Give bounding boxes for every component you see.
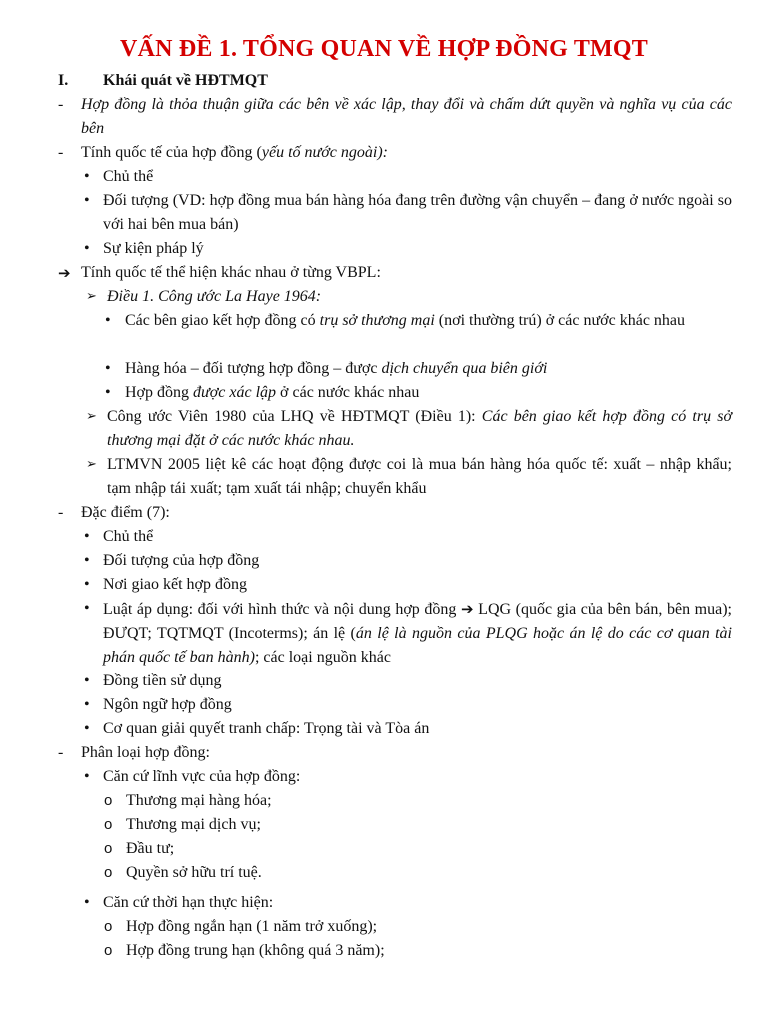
list-item: [0, 189, 768, 237]
text-run: Căn cứ thời hạn thực hiện:: [103, 894, 274, 911]
triangle-bullet-icon: ➢: [86, 409, 97, 424]
bullet-marker: •: [84, 240, 90, 257]
text-run: Quyền sở hữu trí tuệ.: [126, 864, 262, 881]
list-item-text: [126, 837, 174, 861]
list-item-text: [81, 261, 381, 285]
list-item-characteristics: [0, 501, 768, 525]
text-run: Phân loại hợp đồng:: [81, 744, 210, 761]
italic-text: án lệ là nguồn của PLQG hoặc án lệ do các cơ quan tài phán quốc tế ban hành): [103, 625, 732, 666]
list-item: [0, 237, 768, 261]
bullet-marker: •: [84, 528, 90, 545]
text-run: Đồng tiền sử dụng: [103, 672, 222, 689]
list-item-text: [107, 453, 732, 501]
italic-text: Điều 1. Công ước La Haye 1964:: [107, 288, 322, 305]
circle-bullet-icon: o: [104, 840, 113, 857]
text-run: Hàng hóa – đối tượng hợp đồng – được: [125, 360, 382, 377]
list-item: [0, 573, 768, 597]
text-run: ; các loại nguồn khác: [254, 649, 391, 666]
bullet-marker: •: [84, 768, 90, 785]
list-item-convention: [0, 285, 768, 309]
bullet-marker: •: [105, 360, 111, 377]
dash-marker: -: [58, 144, 64, 161]
list-item-text: [103, 165, 153, 189]
list-item-text: [103, 693, 232, 717]
circle-bullet-icon: o: [104, 792, 113, 809]
list-item-text: [103, 525, 153, 549]
page-title: VẤN ĐỀ 1. TỔNG QUAN VỀ HỢP ĐỒNG TMQT: [120, 36, 648, 62]
list-item-text: [107, 285, 321, 309]
list-item: [0, 669, 768, 693]
triangle-bullet-icon: ➢: [86, 457, 97, 472]
bullet-marker: •: [84, 600, 90, 617]
list-item: [0, 357, 768, 381]
list-item: [0, 789, 768, 813]
text-run: Đầu tư;: [126, 840, 175, 857]
bullet-marker: •: [84, 696, 90, 713]
bullet-marker: •: [105, 312, 111, 329]
list-item-text: [126, 813, 261, 837]
text-run: Công ước Viên 1980 của LHQ về HĐTMQT (Điều 1):: [107, 408, 482, 425]
text-run: Hợp đồng trung hạn (không quá 3 năm);: [126, 942, 385, 959]
list-item-international-nature: [0, 141, 768, 165]
document-body: [0, 69, 768, 963]
bullet-marker: •: [84, 720, 90, 737]
list-item-text: [126, 939, 385, 963]
list-item-text: [125, 381, 419, 405]
list-item-text: [103, 891, 273, 915]
list-item-classification: [0, 741, 768, 765]
text-run: Chủ thể: [103, 168, 154, 185]
bullet-marker: •: [105, 384, 111, 401]
bullet-marker: •: [84, 168, 90, 185]
list-item: [0, 765, 768, 789]
list-item-text: [103, 189, 732, 237]
text-run: Luật áp dụng: đối với hình thức và nội dung hợp đồng: [103, 601, 461, 618]
text-run: Căn cứ lĩnh vực của hợp đồng:: [103, 768, 301, 785]
italic-text: Các bên giao kết hợp đồng có trụ sở thương mại đặt ở các nước khác nhau.: [107, 408, 733, 449]
text-run: Hợp đồng ngắn hạn (1 năm trở xuống);: [126, 918, 378, 935]
list-item: [0, 525, 768, 549]
list-item-text: [126, 789, 272, 813]
list-item-text: [81, 93, 732, 141]
list-item-text: [107, 405, 732, 453]
text-run: (nơi thường trú) ở các nước khác nhau: [434, 312, 686, 329]
bullet-marker: •: [84, 552, 90, 569]
text-run: Thương mại dịch vụ;: [126, 816, 261, 833]
text-run: Đối tượng (VD: hợp đồng mua bán hàng hóa đang trên đường vận chuyển – đang ở nước ngoài so với hai bên mua bán): [103, 192, 732, 233]
list-item-convention: [0, 405, 768, 453]
list-item: [0, 309, 768, 357]
text-run: LTMVN 2005 liệt kê các hoạt động được coi là mua bán hàng hóa quốc tế: xuất – nhập khẩu; tạm nhập tái xuất; tạm xuất tái nhập; chuyển khẩu: [107, 456, 732, 497]
list-item: [0, 915, 768, 939]
list-item-text: [103, 669, 221, 693]
list-item: [0, 939, 768, 963]
list-item: [0, 891, 768, 915]
text-run: Tính quốc tế của hợp đồng (: [81, 144, 262, 161]
circle-bullet-icon: o: [104, 918, 113, 935]
text-run: Sự kiện pháp lý: [103, 240, 204, 257]
italic-text: dịch chuyển qua biên giới: [381, 360, 548, 377]
list-item: [0, 813, 768, 837]
list-item-text: [81, 741, 210, 765]
list-item-text: [81, 141, 388, 165]
list-item-text: [125, 357, 547, 381]
list-item-text: [125, 309, 732, 333]
list-item-definition: [0, 93, 768, 141]
bullet-marker: •: [84, 672, 90, 689]
list-item-text: [103, 597, 732, 670]
list-item-arrow: [0, 261, 768, 285]
circle-bullet-icon: o: [104, 864, 113, 881]
list-item: [0, 549, 768, 573]
arrow-icon: ➔: [58, 264, 71, 282]
list-item-applicable-law: [0, 597, 768, 669]
dash-marker: -: [58, 744, 64, 761]
text-run: ở các nước khác nhau: [276, 384, 420, 401]
list-item: [0, 837, 768, 861]
italic-text: được xác lập: [193, 384, 277, 401]
list-item: [0, 861, 768, 885]
list-item-text: [103, 237, 204, 261]
text-run: Hợp đồng: [125, 384, 194, 401]
text-run: Đối tượng của hợp đồng: [103, 552, 260, 569]
section-number: I.: [58, 72, 69, 89]
text-run: Thương mại hàng hóa;: [126, 792, 272, 809]
list-item-text: [103, 765, 300, 789]
list-item: [0, 693, 768, 717]
bullet-marker: •: [84, 894, 90, 911]
circle-bullet-icon: o: [104, 942, 113, 959]
list-item-text: [126, 915, 377, 939]
text-run: Đặc điểm (7):: [81, 504, 170, 521]
arrow-icon: ➔: [461, 600, 474, 618]
italic-text: yếu tố nước ngoài):: [261, 144, 388, 161]
list-item-text: [103, 549, 259, 573]
dash-marker: -: [58, 504, 64, 521]
list-item-text: [103, 717, 429, 741]
text-run: LQG (quốc gia của bên bán, bên mua); ĐƯQT; TQTMQT (Incoterms); án lệ (: [103, 601, 733, 642]
list-item-convention: [0, 453, 768, 501]
text-run: Nơi giao kết hợp đồng: [103, 576, 248, 593]
list-item: [0, 381, 768, 405]
text-run: Tính quốc tế thể hiện khác nhau ở từng VBPL:: [81, 264, 381, 281]
section-heading: [0, 69, 768, 93]
text-run: Các bên giao kết hợp đồng có: [125, 312, 320, 329]
list-item-text: [103, 573, 247, 597]
text-run: Cơ quan giải quyết tranh chấp: Trọng tài và Tòa án: [103, 720, 430, 737]
dash-marker: -: [58, 96, 64, 113]
italic-text: trụ sở thương mại: [319, 312, 435, 329]
triangle-bullet-icon: ➢: [86, 289, 97, 304]
list-item: [0, 717, 768, 741]
list-item-text: [126, 861, 262, 885]
bullet-marker: •: [84, 192, 90, 209]
italic-text: Hợp đồng là thỏa thuận giữa các bên về xác lập, thay đổi và chấm dứt quyền và nghĩa vụ của các bên: [81, 96, 732, 137]
list-item-text: [81, 501, 170, 525]
circle-bullet-icon: o: [104, 816, 113, 833]
text-run: Ngôn ngữ hợp đồng: [103, 696, 232, 713]
list-item: [0, 165, 768, 189]
text-run: Chủ thể: [103, 528, 154, 545]
section-title: Khái quát về HĐTMQT: [103, 72, 268, 89]
bullet-marker: •: [84, 576, 90, 593]
